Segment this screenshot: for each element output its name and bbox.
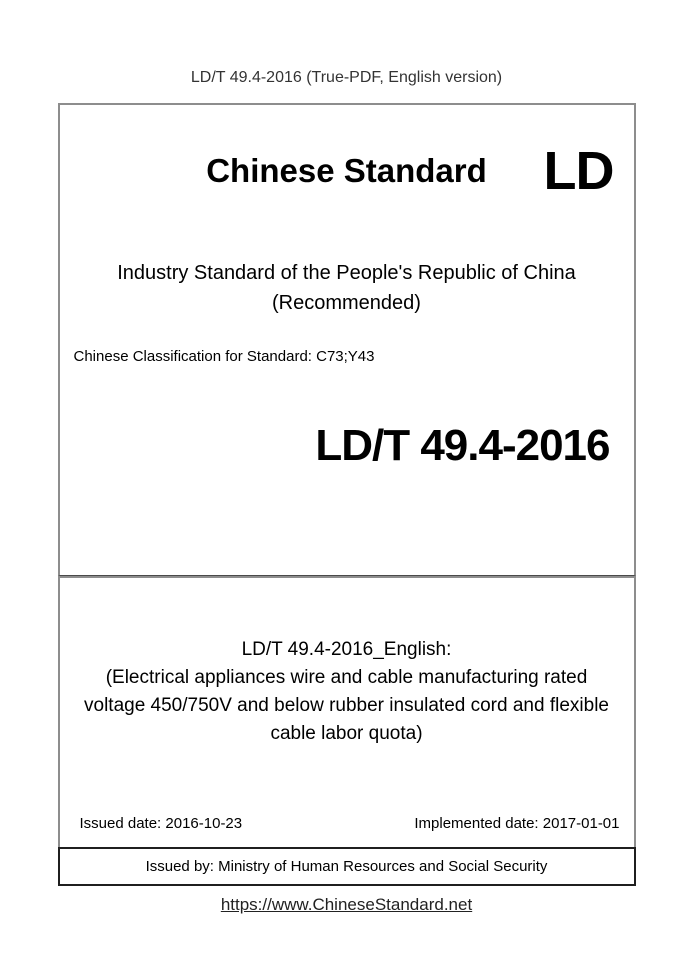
site-link[interactable]: https://www.ChineseStandard.net	[220, 895, 473, 914]
dates-row	[80, 815, 620, 833]
subtitle-block	[74, 258, 620, 318]
issuer-section	[58, 847, 636, 886]
issued-date: Issued date: 2016-10-23	[79, 815, 243, 832]
standard-code-logo: LD	[543, 141, 614, 201]
implemented-date: Implemented date: 2017-01-01	[414, 815, 620, 832]
cover-middle-section	[58, 576, 636, 847]
issuer-text: Issued by: Ministry of Human Resources and Social Security	[145, 858, 548, 875]
subtitle-line2: (Recommended)	[272, 292, 421, 314]
cover-top-section	[58, 103, 636, 576]
brand-title: Chinese Standard	[206, 152, 487, 189]
document-header: LD/T 49.4-2016 (True-PDF, English version)	[190, 69, 503, 86]
classification-line: Chinese Classification for Standard: C73;Y43	[73, 348, 375, 365]
page-footer	[0, 895, 693, 915]
standard-number: LD/T 49.4-2016	[315, 421, 610, 470]
english-title: LD/T 49.4-2016_English:	[241, 639, 452, 660]
brand-row	[74, 141, 620, 201]
english-description: (Electrical appliances wire and cable manufacturing rated voltage 450/750V and below rubber insulated cord and flexible cable labor quota)	[84, 667, 609, 744]
subtitle-line1: Industry Standard of the People's Republic of China	[117, 262, 576, 284]
